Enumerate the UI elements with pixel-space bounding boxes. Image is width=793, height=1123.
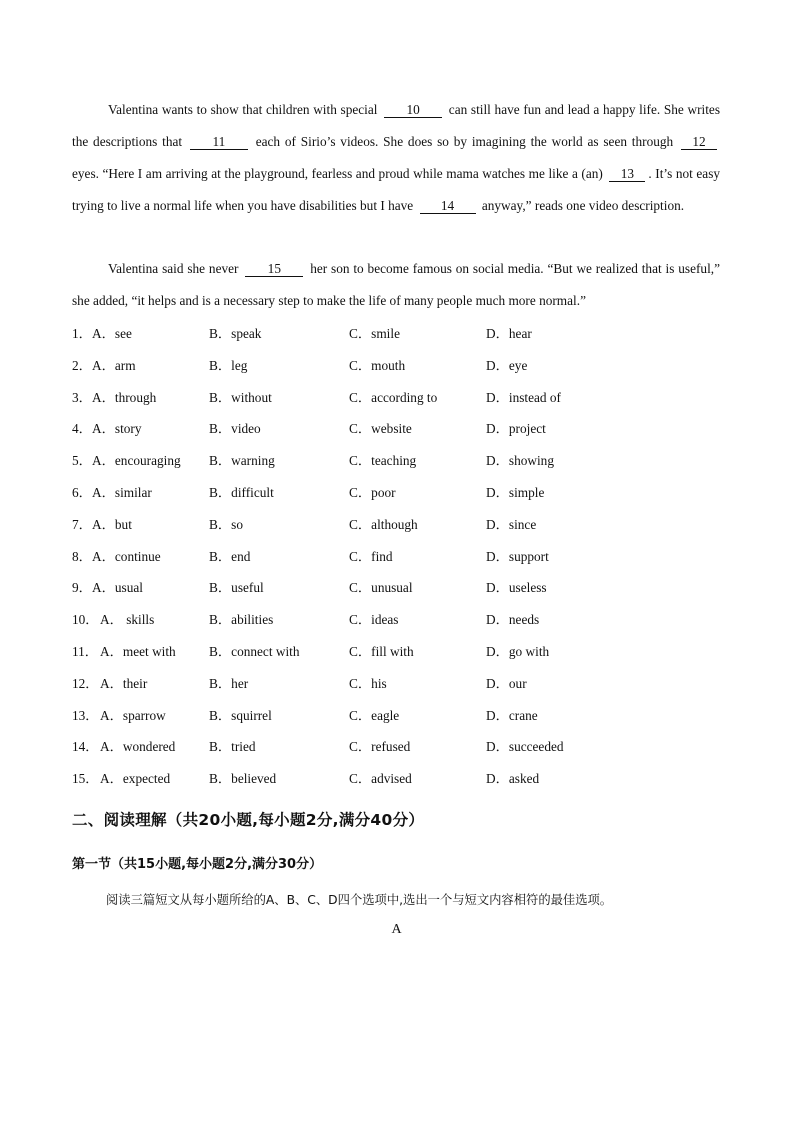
- option-c: C．website: [349, 421, 412, 437]
- question-row: [72, 604, 722, 636]
- option-d: D．project: [486, 421, 546, 437]
- question-number: 6．: [72, 484, 92, 500]
- question-row: [72, 445, 722, 477]
- blank-13: 13: [609, 166, 645, 182]
- passage-paragraph-1: [72, 94, 720, 222]
- option-d: D．simple: [486, 484, 545, 500]
- question-number: 3．: [72, 389, 92, 405]
- question-row: [72, 318, 722, 350]
- option-c: C．find: [349, 548, 393, 564]
- question-number: 11．: [72, 643, 99, 659]
- question-number: 2．: [72, 357, 92, 373]
- option-a: A．see: [92, 326, 132, 341]
- option-b: B．abilities: [209, 612, 274, 628]
- question-row: [72, 413, 722, 445]
- option-c: C．refused: [349, 739, 411, 755]
- passage-text: anyway,” reads one video description.: [478, 198, 685, 213]
- option-b: B．speak: [209, 326, 262, 341]
- question-number: 9．: [72, 580, 92, 596]
- option-a: A．encouraging: [92, 453, 181, 469]
- question-row: [72, 636, 722, 668]
- option-c: C．fill with: [349, 643, 414, 659]
- option-b: B．difficult: [209, 484, 274, 500]
- option-a: A．usual: [92, 580, 143, 596]
- option-b: B．useful: [209, 580, 264, 596]
- option-b: B．tried: [209, 739, 256, 755]
- option-a: A．sparrow: [100, 707, 166, 723]
- blank-11: 11: [190, 134, 248, 150]
- passage-label: A: [391, 922, 402, 937]
- option-a: A．similar: [92, 484, 152, 500]
- passage-text: eyes. “Here I am arriving at the playground, fearless and proud while mama watches me like a (an): [72, 166, 607, 181]
- question-row: [72, 668, 722, 700]
- question-row: [72, 382, 722, 414]
- option-c: C．eagle: [349, 707, 400, 723]
- option-d: D．crane: [486, 707, 538, 723]
- section-title: 二、阅读理解（共20小题,每小题2分,满分40分）: [72, 811, 425, 829]
- option-a: A．meet with: [100, 643, 176, 659]
- option-a: A． skills: [100, 612, 155, 628]
- question-row: [72, 700, 722, 732]
- option-b: B．without: [209, 389, 272, 405]
- option-d: D．our: [486, 675, 527, 691]
- option-a: A．story: [92, 421, 142, 437]
- option-b: B．her: [209, 675, 249, 691]
- question-number: 1．: [72, 326, 92, 341]
- option-c: C．advised: [349, 771, 412, 787]
- question-row: [72, 541, 722, 573]
- question-number: 15．: [72, 771, 99, 787]
- option-a: A．expected: [100, 771, 171, 787]
- question-row: [72, 477, 722, 509]
- option-d: D．showing: [486, 453, 554, 469]
- option-b: B．video: [209, 421, 261, 437]
- question-number: 8．: [72, 548, 92, 564]
- option-d: D．needs: [486, 612, 540, 628]
- option-c: C．teaching: [349, 453, 417, 469]
- passage-text: Valentina wants to show that children with special: [108, 102, 382, 117]
- passage-text: . It’s not easy trying to live a normal life when you have disabilities but I have: [72, 166, 721, 213]
- option-b: B．leg: [209, 357, 248, 373]
- question-number: 10．: [72, 612, 99, 628]
- question-number: 14．: [72, 739, 99, 755]
- option-b: B．connect with: [209, 643, 300, 659]
- option-d: D．succeeded: [486, 739, 564, 755]
- blank-12: 12: [681, 134, 717, 150]
- blank-14: 14: [420, 198, 476, 214]
- option-c: C．unusual: [349, 580, 413, 596]
- option-c: C．although: [349, 516, 418, 532]
- section-instruction: 阅读三篇短文从每小题所给的A、B、C、D四个选项中,选出一个与短文内容相符的最佳选项。: [106, 893, 613, 907]
- option-d: D．eye: [486, 357, 528, 373]
- answer-options: [72, 318, 722, 795]
- option-d: D．asked: [486, 771, 540, 787]
- blank-15: 15: [245, 261, 303, 277]
- option-c: C．according to: [349, 389, 438, 405]
- question-number: 5．: [72, 453, 92, 469]
- question-number: 13．: [72, 707, 99, 723]
- question-row: [72, 350, 722, 382]
- option-a: A．continue: [92, 548, 161, 564]
- option-d: D．since: [486, 516, 537, 532]
- option-a: A．their: [100, 675, 148, 691]
- option-a: A．through: [92, 389, 157, 405]
- option-b: B．warning: [209, 453, 275, 469]
- blank-10: 10: [384, 102, 442, 118]
- option-a: A．arm: [92, 357, 136, 373]
- passage-paragraph-2: [72, 253, 720, 317]
- option-c: C．poor: [349, 484, 396, 500]
- question-number: 4．: [72, 421, 92, 437]
- option-b: B．end: [209, 548, 251, 564]
- section-subtitle: 第一节（共15小题,每小题2分,满分30分）: [72, 857, 323, 872]
- option-c: C．his: [349, 675, 387, 691]
- option-b: B．believed: [209, 771, 277, 787]
- question-number: 7．: [72, 516, 92, 532]
- passage-text: each of Sirio’s videos. She does so by imagining the world as seen through: [250, 134, 678, 149]
- option-d: D．instead of: [486, 389, 561, 405]
- question-row: [72, 731, 722, 763]
- option-b: B．squirrel: [209, 707, 272, 723]
- question-row: [72, 572, 722, 604]
- option-a: A．but: [92, 516, 132, 532]
- option-d: D．hear: [486, 326, 532, 341]
- option-c: C．mouth: [349, 357, 406, 373]
- option-d: D．support: [486, 548, 549, 564]
- option-c: C．smile: [349, 326, 400, 341]
- option-d: D．useless: [486, 580, 547, 596]
- question-number: 12．: [72, 675, 99, 691]
- question-row: [72, 763, 722, 795]
- option-a: A．wondered: [100, 739, 176, 755]
- option-d: D．go with: [486, 643, 550, 659]
- passage-text: her son to become famous on social media. “But we realized that is useful,” she added, “it helps and is a necessary step to make the life of many people much more normal.”: [72, 261, 720, 308]
- passage-text: can still have fun and lead a happy life. She writes the descriptions that: [72, 102, 721, 149]
- option-b: B．so: [209, 516, 243, 532]
- passage-text: Valentina said she never: [108, 261, 243, 276]
- question-row: [72, 509, 722, 541]
- option-c: C．ideas: [349, 612, 399, 628]
